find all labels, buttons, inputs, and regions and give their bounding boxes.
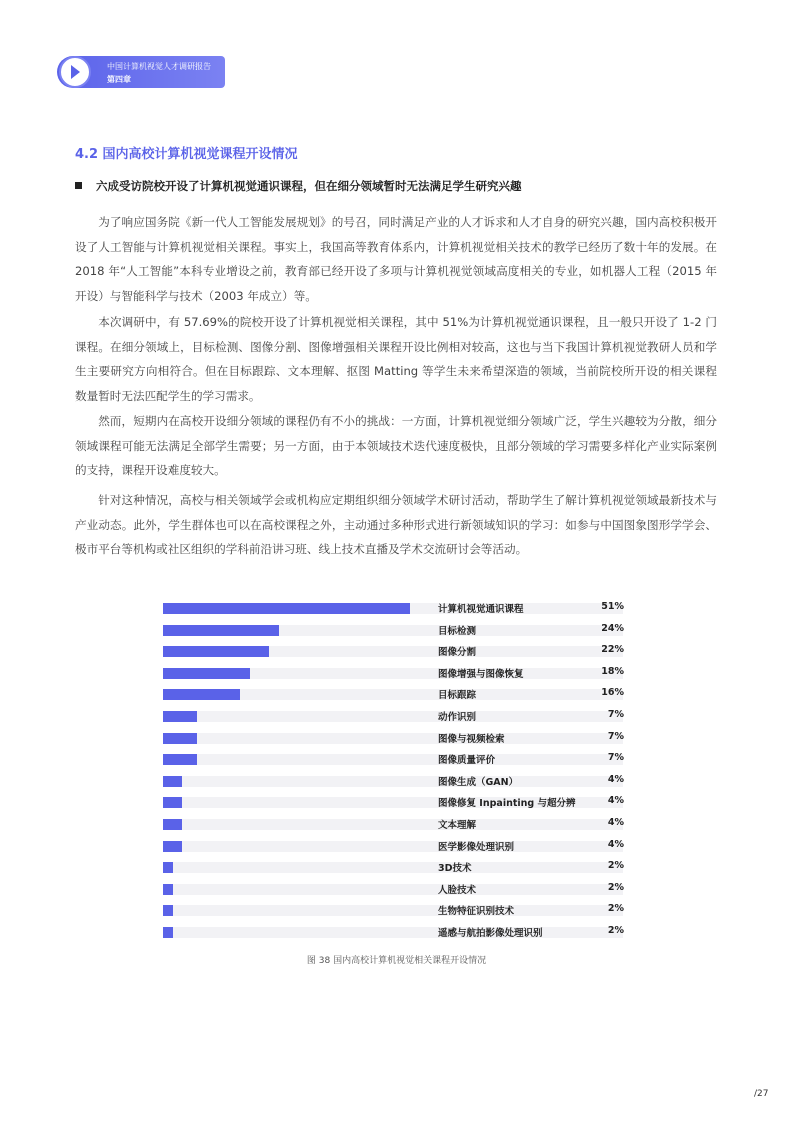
chart-row xyxy=(163,836,633,857)
chart-row xyxy=(163,620,633,641)
chart-row xyxy=(163,922,633,943)
figure-caption: 图 38 国内高校计算机视觉相关课程开设情况 xyxy=(306,956,487,966)
bar-track xyxy=(163,838,624,852)
header-arrow-badge xyxy=(59,56,91,88)
section-title: 4.2 国内高校计算机视觉课程开设情况 xyxy=(75,147,298,162)
value-label: 4% xyxy=(607,817,624,828)
value-label: 4% xyxy=(607,773,624,785)
report-title: 中国计算机视觉人才调研报告 xyxy=(107,62,211,71)
bar xyxy=(163,862,173,873)
course-bar-chart xyxy=(163,598,633,943)
bar-track xyxy=(163,730,624,744)
page-number: /27 xyxy=(754,1089,769,1099)
chart-row xyxy=(163,879,633,900)
value-label: 51% xyxy=(601,601,624,612)
report-header-tab xyxy=(57,56,225,88)
value-label: 7% xyxy=(607,752,624,764)
value-label: 2% xyxy=(607,903,624,915)
bar xyxy=(163,841,182,852)
category-label: 动作识别 xyxy=(438,712,477,723)
bar xyxy=(163,819,182,830)
bar-track xyxy=(163,881,624,895)
bar xyxy=(163,646,269,657)
bar xyxy=(163,927,173,938)
chart-row xyxy=(163,706,633,727)
chart-row xyxy=(163,857,633,878)
bar-track xyxy=(163,862,623,873)
value-label: 7% xyxy=(607,709,624,720)
bar xyxy=(163,754,197,765)
chevron-right-icon xyxy=(66,63,84,81)
value-label: 4% xyxy=(607,795,624,807)
bar-track xyxy=(163,819,623,830)
value-label: 2% xyxy=(607,925,624,936)
value-label: 2% xyxy=(607,881,624,893)
category-label: 遥感与航拍影像处理识别 xyxy=(438,928,543,939)
paragraph: 本次调研中，有 57.69%的院校开设了计算机视觉相关课程，其中 51%为计算机视觉通识课程，且一般只开设了 1-2 门课程。在细分领域上，目标检测、图像分割、图像增强相关课程开设比例相对较高，这也与当下我国计算机视觉教研人员和学生主要研究方向相符合。但在目标跟踪、文本理解、抠图 Matting 等学生未来希望深造的领域，当前院校所开设的相关课程数量暂时无法匹配学生的学习需求。 xyxy=(75,315,717,403)
value-label: 2% xyxy=(607,860,624,872)
value-label: 24% xyxy=(601,622,624,634)
category-label: 图像修复 Inpainting 与超分辨 xyxy=(438,798,576,810)
value-label: 4% xyxy=(607,838,624,850)
bar xyxy=(163,776,182,787)
chart-row xyxy=(163,663,633,684)
bar xyxy=(163,689,240,700)
category-label: 医学影像处理识别 xyxy=(438,841,515,853)
bar xyxy=(163,625,279,636)
bar xyxy=(163,797,182,808)
category-label: 计算机视觉通识课程 xyxy=(438,604,524,615)
category-label: 图像生成（GAN） xyxy=(438,776,519,788)
chart-row xyxy=(163,598,633,619)
chart-row xyxy=(163,771,633,792)
category-label: 目标跟踪 xyxy=(438,690,477,702)
subheading-text: 六成受访院校开设了计算机视觉通识课程，但在细分领域暂时无法满足学生研究兴趣 xyxy=(96,179,522,193)
category-label: 文本理解 xyxy=(438,820,477,831)
value-label: 16% xyxy=(601,687,624,699)
value-label: 7% xyxy=(607,730,624,742)
category-label: 图像增强与图像恢复 xyxy=(438,668,524,680)
category-label: 3D技术 xyxy=(438,863,472,875)
chapter-label: 第四章 xyxy=(107,75,131,84)
chart-row xyxy=(163,641,633,662)
paragraph: 然而，短期内在高校开设细分领域的课程仍有不小的挑战：一方面，计算机视觉细分领域广泛，学生兴趣较为分散，细分领域课程可能无法满足全部学生需要；另一方面，由于本领域技术迭代速度极快，且部分领域的学习需要多样化产业实际案例的支持，课程开设难度较大。 xyxy=(75,414,717,477)
category-label: 人脸技术 xyxy=(438,884,477,896)
category-label: 生物特征识别技术 xyxy=(438,906,515,918)
bar-track xyxy=(163,905,623,916)
value-label: 18% xyxy=(601,665,624,677)
subheading xyxy=(75,178,522,194)
bar xyxy=(163,884,173,895)
category-label: 目标检测 xyxy=(438,625,477,637)
square-bullet-icon xyxy=(75,182,82,189)
bar xyxy=(163,711,197,722)
chart-row xyxy=(163,900,633,921)
chart-row xyxy=(163,792,633,813)
bar xyxy=(163,905,173,916)
paragraph: 为了响应国务院《新一代人工智能发展规划》的号召，同时满足产业的人才诉求和人才自身的研究兴趣，国内高校积极开设了人工智能与计算机视觉相关课程。事实上，我国高等教育体系内，计算机视觉相关技术的教学已经历了数十年的发展。在 2018 年“人工智能”本科专业增设之前，教育部已经开设了多项与计算机视觉领域高度相关的专业，如机器人工程（2015 年开设）与智能科学与技术（2003 年成立）等。 xyxy=(75,215,717,303)
value-label: 22% xyxy=(601,644,624,656)
chart-row xyxy=(163,728,633,749)
bar xyxy=(163,603,410,614)
bar xyxy=(163,733,197,744)
category-label: 图像分割 xyxy=(438,647,477,659)
bar-track xyxy=(163,773,624,787)
bar-track xyxy=(163,754,623,765)
category-label: 图像与视频检索 xyxy=(438,733,505,745)
bar-track xyxy=(163,927,623,938)
paragraph: 针对这种情况，高校与相关领域学会或机构应定期组织细分领域学术研讨活动，帮助学生了解计算机视觉领域最新技术与产业动态。此外，学生群体也可以在高校课程之外，主动通过多种形式进行新领域知识的学习：如参与中国图象图形学学会、极市平台等机构或社区组织的学科前沿讲习班、线上技术直播及学术交流研讨会等活动。 xyxy=(75,493,717,556)
chart-row xyxy=(163,749,633,770)
chart-row xyxy=(163,684,633,705)
chart-row xyxy=(163,814,633,835)
category-label: 图像质量评价 xyxy=(438,755,496,767)
bar-track xyxy=(163,711,623,722)
bar xyxy=(163,668,250,679)
